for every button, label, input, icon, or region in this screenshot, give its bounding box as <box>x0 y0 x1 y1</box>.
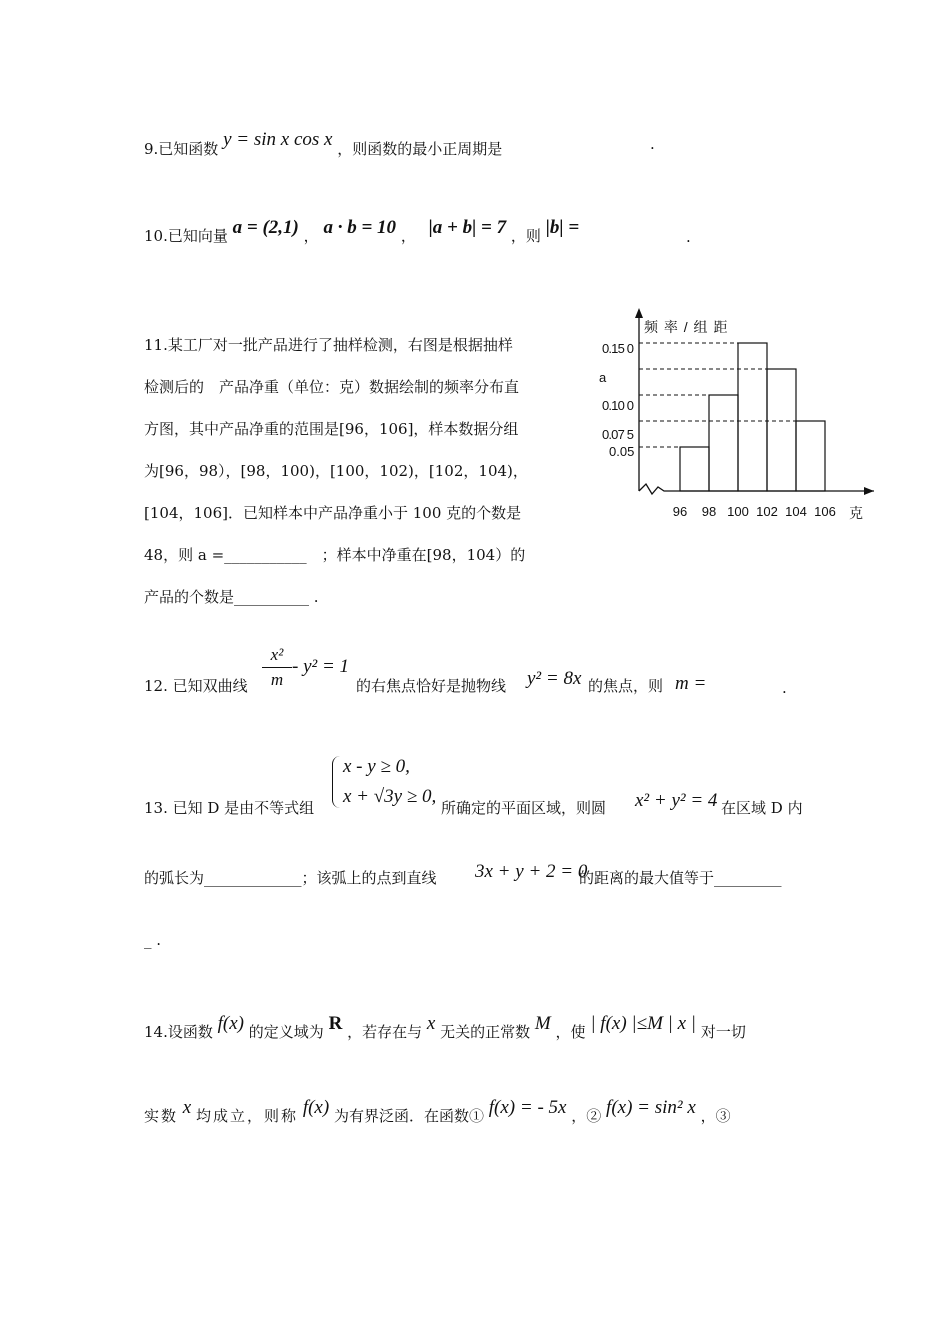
q10-end: . <box>686 228 691 246</box>
q10-sep1: ， <box>303 227 319 245</box>
histogram-bar <box>680 447 709 491</box>
histogram-bar <box>738 343 767 491</box>
q12-mid: 的右焦点恰好是抛物线 <box>356 677 507 695</box>
q11-line-3: 方图，其中产品净重的范围是[96，106]，样本数据分组 <box>144 420 519 438</box>
q10-prefix: 10.已知向量 <box>144 227 228 245</box>
x-tick-label: 98 <box>701 504 717 519</box>
q12-formula-parabola: y² = 8x <box>527 668 582 689</box>
histogram-bar <box>709 395 738 491</box>
q10-formula-b: |b| = <box>545 217 580 238</box>
q14-formula-f2: f(x) = sin² x <box>606 1097 696 1118</box>
q14-text-a: 14.设函数 <box>144 1023 213 1041</box>
q14-var-x-2: x <box>182 1097 192 1118</box>
y-tick-a: a <box>599 370 607 385</box>
q12-frac-denominator: m <box>270 670 284 689</box>
q14-text-l2d: ，② <box>571 1107 602 1125</box>
q14-set-R: R <box>328 1013 343 1034</box>
q14-text-l2c: 为有界泛函．在函数① <box>333 1107 484 1125</box>
y-tick-0150: 0.15 0 <box>602 341 634 356</box>
q13-system-brace <box>332 756 341 808</box>
q14-line-1 <box>144 1014 746 1040</box>
q13-mid: 所确定的平面区域，则圆 <box>441 799 607 817</box>
frequency-histogram <box>596 306 886 526</box>
q14-text-l2a: 实数 <box>144 1107 179 1125</box>
q14-text-d: 无关的正常数 <box>440 1023 531 1041</box>
y-tick-0100: 0.10 0 <box>602 398 634 413</box>
y-axis-arrow <box>635 308 643 318</box>
q10-formula-sum: |a + b| = 7 <box>428 217 507 238</box>
q13-line2-b: 的距离的最大值等于_________ <box>579 869 782 887</box>
x-tick-label: 96 <box>672 504 688 519</box>
q13-suffix: 在区域 D 内 <box>721 799 803 817</box>
q14-formula-fx: f(x) <box>217 1013 245 1034</box>
q11-line-2: 检测后的 产品净重（单位：克）数据绘制的频率分布直 <box>144 378 520 396</box>
x-tick-label: 104 <box>785 504 807 519</box>
y-tick-0050: 0.05 <box>609 444 635 459</box>
q10-sep3: ，则 <box>510 227 541 245</box>
q13-formula-line: 3x + y + 2 = 0 <box>475 861 588 882</box>
histogram-bar <box>767 369 796 491</box>
q13-system-line-1: x - y ≥ 0, <box>343 756 410 777</box>
x-tick-label: 102 <box>756 504 778 519</box>
q14-text-l2e: ，③ <box>700 1107 731 1125</box>
q14-text-c: ，若存在与 <box>347 1023 423 1041</box>
q9-end: . <box>650 135 655 153</box>
q14-formula-f1: f(x) = - 5x <box>488 1097 567 1118</box>
q12-formula-m: m = <box>675 673 707 694</box>
q11-line-6: 48，则 a =___________ ；样本中净重在[98，104）的 <box>144 546 526 564</box>
q12-frac-numerator: x² <box>262 645 292 668</box>
y-axis-label: 频 率 / 组 距 <box>644 319 729 335</box>
q9-prefix: 9.已知函数 <box>144 140 219 158</box>
q12-suffix: 的焦点，则 <box>588 677 664 695</box>
q11-paragraph <box>144 330 576 612</box>
x-tick-label: 100 <box>727 504 749 519</box>
q13-system-line-2: x + √3y ≥ 0, <box>343 786 437 807</box>
x-tick-label: 106 <box>814 504 836 519</box>
q13-formula-circle: x² + y² = 4 <box>635 790 718 811</box>
q14-formula-fx-2: f(x) <box>302 1097 330 1118</box>
q9-suffix: ，则函数的最小正周期是 <box>337 140 503 158</box>
q10-line <box>144 218 579 244</box>
q14-text-l2b: 均成立，则称 <box>196 1107 299 1125</box>
q10-sep2: ， <box>400 227 416 245</box>
x-axis-break <box>639 484 874 494</box>
q12-formula-tail: - y² = 1 <box>292 656 350 677</box>
q10-formula-ab: a · b = 10 <box>323 217 397 238</box>
q11-line-1: 11.某工厂对一批产品进行了抽样检测，右图是根据抽样 <box>144 336 513 354</box>
q12-end: . <box>782 679 787 697</box>
q14-text-e: ，使 <box>555 1023 586 1041</box>
histogram-bar <box>796 421 825 491</box>
q9-line <box>144 130 502 157</box>
q13-prefix: 13. 已知 D 是由不等式组 <box>144 799 315 817</box>
q11-line-7: 产品的个数是__________ . <box>144 588 319 606</box>
q14-formula-bound: | f(x) |≤M | x | <box>590 1013 697 1034</box>
q13-line2-a: 的弧长为_____________；该弧上的点到直线 <box>144 869 437 887</box>
q10-formula-a: a = (2,1) <box>232 217 299 238</box>
q9-formula: y = sin x cos x <box>223 129 333 150</box>
q12-prefix: 12. 已知双曲线 <box>144 677 248 695</box>
q11-line-4: 为[96，98），[98，100)，[100，102)，[102，104)， <box>144 462 528 480</box>
x-axis-arrow <box>864 487 874 495</box>
y-tick-0075: 0.07 5 <box>602 427 634 442</box>
x-axis-unit: 克 <box>849 505 863 521</box>
q14-text-g: 对一切 <box>700 1023 746 1041</box>
q14-var-x: x <box>426 1013 436 1034</box>
q11-line-5: [104，106]．已知样本中产品净重小于 100 克的个数是 <box>144 504 522 522</box>
q14-const-M: M <box>534 1013 551 1034</box>
q14-text-b: 的定义域为 <box>248 1023 324 1041</box>
q12-fraction <box>262 645 292 690</box>
q13-line3: _ . <box>144 931 162 949</box>
q14-line-2 <box>144 1098 731 1124</box>
